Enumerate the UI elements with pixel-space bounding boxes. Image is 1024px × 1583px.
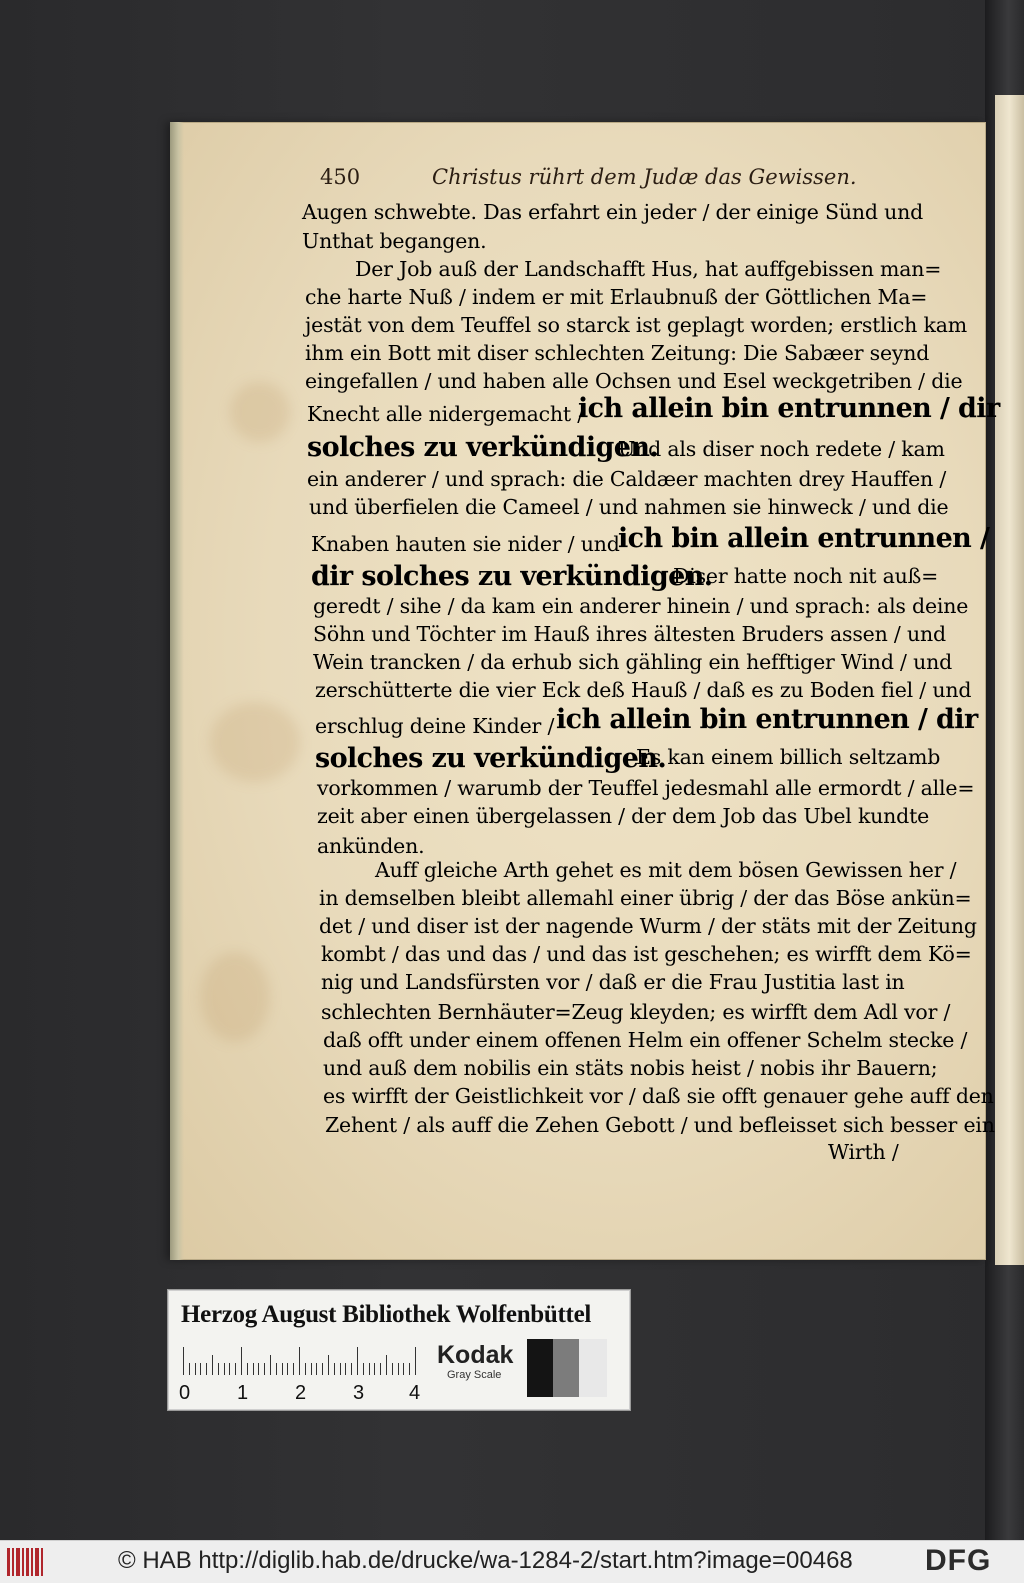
foxing-stain — [210, 702, 300, 782]
ruler-tick — [363, 1363, 364, 1375]
text-line: Augen schwebte. Das erfahrt ein jeder / der einige Sünd und — [302, 200, 924, 224]
text-line: nig und Landsfürsten vor / daß er die Frau Justitia last in — [321, 970, 905, 994]
ruler-label: 3 — [353, 1382, 365, 1404]
ruler-tick — [334, 1363, 335, 1375]
text-line: ein anderer / und sprach: die Caldæer machten drey Hauffen / — [307, 467, 947, 491]
ruler-tick — [200, 1363, 201, 1375]
running-header — [320, 165, 920, 195]
next-page-edge — [995, 95, 1024, 1265]
dfg-logo: DFG — [925, 1544, 992, 1577]
text-line: Der Job auß der Landschafft Hus, hat auffgebissen man= — [355, 257, 942, 281]
text-line: Knaben hauten sie nider / und — [311, 532, 620, 556]
ruler-tick — [264, 1363, 265, 1375]
text-line: Knecht alle nidergemacht / — [307, 402, 584, 426]
ruler-tick — [340, 1363, 341, 1375]
text-line: Zehent / als auff die Zehen Gebott / und befleisset sich besser ein — [325, 1113, 995, 1137]
ruler-label: 2 — [295, 1382, 307, 1404]
text-line: geredt / sihe / da kam ein anderer hinein / und sprach: als deine — [313, 594, 969, 618]
text-line: eingefallen / und haben alle Ochsen und Esel weckgetriben / die — [305, 369, 963, 393]
text-line: Wein trancken / da erhub sich gähling ein hefftiger Wind / und — [313, 650, 953, 674]
text-line: ankünden. — [317, 834, 425, 858]
catchword: Wirth / — [828, 1140, 899, 1164]
library-name: Herzog August Bibliothek Wolfenbüttel — [181, 1301, 592, 1328]
color-target-card — [168, 1290, 630, 1410]
ruler-tick — [328, 1355, 329, 1375]
ruler-tick — [322, 1363, 323, 1375]
ruler-tick — [241, 1347, 242, 1375]
ruler-tick — [206, 1363, 207, 1375]
text-line: Söhn und Töchter im Hauß ihres ältesten Bruders assen / und — [313, 622, 946, 646]
ruler-tick — [386, 1355, 387, 1375]
ruler-tick — [369, 1363, 370, 1375]
text-line: zeit aber einen übergelassen / der dem Job das Ubel kundte — [317, 804, 930, 828]
text-line: kombt / das und das / und das ist geschehen; es wirfft dem Kö= — [321, 942, 972, 966]
text-line: ihm ein Bott mit diser schlechten Zeitung: Die Sabæer seynd — [305, 341, 930, 365]
ruler-tick — [270, 1355, 271, 1375]
ruler-label: 0 — [179, 1382, 191, 1404]
ruler-tick — [392, 1363, 393, 1375]
text-line: Unthat begangen. — [302, 229, 487, 253]
text-line: und überfielen die Cameel / und nahmen sie hinweck / und die — [309, 495, 949, 519]
ruler-tick — [276, 1363, 277, 1375]
ruler-tick — [258, 1363, 259, 1375]
ruler-tick — [183, 1347, 184, 1375]
ruler-tick — [409, 1363, 410, 1375]
ruler-tick — [351, 1363, 352, 1375]
barcode-icon — [6, 1546, 46, 1578]
text-line: vorkommen / warumb der Teuffel jedesmahl alle ermordt / alle= — [317, 776, 975, 800]
text-line: Diser hatte noch nit auß= — [673, 564, 939, 588]
emphasis-line: solches zu verkündigen. — [307, 432, 659, 463]
kodak-logo: Kodak — [437, 1341, 514, 1369]
emphasis-line: ich allein bin entrunnen / dir — [556, 704, 978, 735]
text-line: Es kan einem billich seltzamb — [636, 745, 941, 769]
swatch-black — [527, 1339, 553, 1397]
emphasis-line: ich allein bin entrunnen / dir — [578, 393, 1000, 424]
ruler-label: 4 — [409, 1382, 421, 1404]
ruler-tick — [282, 1363, 283, 1375]
ruler-tick — [357, 1347, 358, 1375]
text-line: det / und diser ist der nagende Wurm / der stäts mit der Zeitung — [319, 914, 977, 938]
text-line: in demselben bleibt allemahl einer übrig / der das Böse ankün= — [319, 886, 972, 910]
text-line: schlechten Bernhäuter=Zeug kleyden; es wirfft dem Adl vor / — [321, 1000, 951, 1024]
ruler-tick — [287, 1363, 288, 1375]
ruler-tick — [195, 1363, 196, 1375]
copyright-link[interactable]: © HAB http://diglib.hab.de/drucke/wa-1284-2/start.htm?image=00468 — [118, 1547, 853, 1574]
ruler-tick — [299, 1347, 300, 1375]
swatch-gray — [553, 1339, 579, 1397]
ruler-tick — [305, 1363, 306, 1375]
text-line: che harte Nuß / indem er mit Erlaubnuß der Göttlichen Ma= — [305, 285, 928, 309]
ruler-tick — [398, 1363, 399, 1375]
swatch-white — [579, 1339, 607, 1397]
ruler-tick — [380, 1363, 381, 1375]
ruler-tick — [189, 1363, 190, 1375]
gray-scale-label: Gray Scale — [447, 1369, 502, 1381]
text-line: daß offt under einem offenen Helm ein offener Schelm stecke / — [323, 1028, 968, 1052]
ruler-tick — [311, 1363, 312, 1375]
emphasis-line: dir solches zu verkündigen. — [311, 561, 713, 592]
ruler-tick — [345, 1363, 346, 1375]
ruler-tick — [403, 1363, 404, 1375]
ruler-tick — [224, 1363, 225, 1375]
page-gutter — [170, 122, 184, 1260]
text-line: Und als diser noch redete / kam — [618, 437, 945, 461]
text-line: jestät von dem Teuffel so starck ist geplagt worden; erstlich kam — [305, 313, 967, 337]
ruler-label: 1 — [237, 1382, 249, 1404]
ruler-tick — [247, 1363, 248, 1375]
ruler-tick — [229, 1363, 230, 1375]
ruler-tick — [253, 1363, 254, 1375]
page-number: 450 — [320, 165, 361, 189]
ruler-tick — [316, 1363, 317, 1375]
running-title: Christus rührt dem Judæ das Gewissen. — [432, 165, 857, 189]
ruler-tick — [212, 1355, 213, 1375]
scale-ruler — [183, 1347, 419, 1375]
emphasis-line: ich bin allein entrunnen / — [618, 523, 990, 554]
ruler-tick — [218, 1363, 219, 1375]
emphasis-line: solches zu verkündigen. — [315, 743, 667, 774]
text-line: es wirfft der Geistlichkeit vor / daß sie offt genauer gehe auff den — [323, 1084, 994, 1108]
ruler-tick — [293, 1363, 294, 1375]
text-line: Auff gleiche Arth gehet es mit dem bösen Gewissen her / — [375, 858, 957, 882]
ruler-tick — [374, 1363, 375, 1375]
ruler-tick — [235, 1363, 236, 1375]
text-line: zerschütterte die vier Eck deß Hauß / daß es zu Boden fiel / und — [315, 678, 972, 702]
footer-bar — [0, 1540, 1024, 1583]
text-line: und auß dem nobilis ein stäts nobis heist / nobis ihr Bauern; — [323, 1056, 938, 1080]
foxing-stain — [200, 952, 270, 1042]
ruler-tick — [415, 1347, 416, 1375]
foxing-stain — [230, 382, 290, 442]
text-line: erschlug deine Kinder / — [315, 714, 555, 738]
